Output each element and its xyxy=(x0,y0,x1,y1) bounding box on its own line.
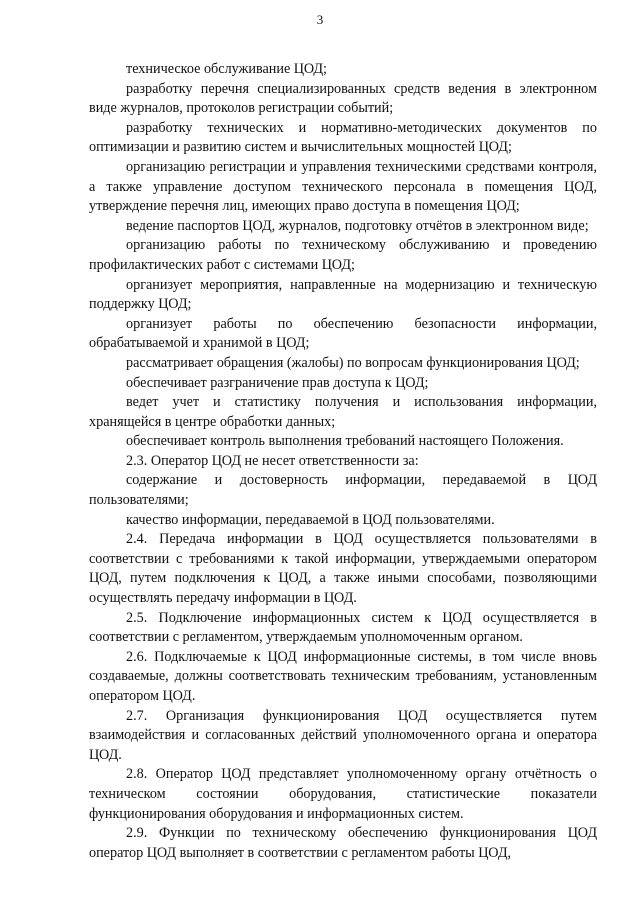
paragraph: разработку перечня специализированных средств ведения в электронном виде журналов, протоколов регистрации событий; xyxy=(89,80,597,117)
section-paragraph: 2.9. Функции по техническому обеспечению функционирования ЦОД оператор ЦОД выполняет в соответствии с регламентом работы ЦОД, xyxy=(89,825,597,861)
paragraph: обеспечивает разграничение прав доступа к ЦОД; xyxy=(126,374,429,391)
paragraph: организует мероприятия, направленные на модернизацию и техническую поддержку ЦОД; xyxy=(89,276,597,313)
paragraph: рассматривает обращения (жалобы) по вопросам функционирования ЦОД; xyxy=(126,354,580,371)
section-paragraph: 2.4. Передача информации в ЦОД осуществляется пользователями в соответствии с требованиями к такой информации, утверждаемыми оператором ЦОД, путем подключения к ЦОД, а также иными способами, позволяющими осуществлять передачу информации в ЦОД. xyxy=(89,531,597,607)
paragraph: организацию работы по техническому обслуживанию и проведению профилактических работ с системами ЦОД; xyxy=(89,237,597,273)
paragraph: разработку технических и нормативно-методических документов по оптимизации и развитию систем и вычислительных мощностей ЦОД; xyxy=(89,119,597,156)
paragraph: организует работы по обеспечению безопасности информации, обрабатываемой и хранимой в ЦОД; xyxy=(89,315,597,352)
document-body xyxy=(89,60,597,863)
section-paragraph: 2.5. Подключение информационных систем к ЦОД осуществляется в соответствии с регламентом, утверждаемым уполномоченным органом. xyxy=(89,609,597,646)
paragraph: организацию регистрации и управления техническими средствами контроля, а также управление доступом технического персонала в помещения ЦОД, утверждение перечня лиц, имеющих право доступа в помещения ЦОД; xyxy=(89,158,597,215)
section-paragraph: 2.6. Подключаемые к ЦОД информационные системы, в том числе вновь создаваемые, должны соответствовать техническим требованиям, установленным оператором ЦОД. xyxy=(89,648,597,704)
section-paragraph: 2.3. Оператор ЦОД не несет ответственности за: xyxy=(126,452,419,469)
paragraph: обеспечивает контроль выполнения требований настоящего Положения. xyxy=(126,433,564,450)
paragraph: качество информации, передаваемой в ЦОД пользователями. xyxy=(126,511,495,528)
section-paragraph: 2.7. Организация функционирования ЦОД осуществляется путем взаимодействия и согласованных действий уполномоченного органа и оператора ЦОД. xyxy=(89,707,597,763)
paragraph: ведет учет и статистику получения и использования информации, хранящейся в центре обработки данных; xyxy=(89,394,597,430)
page-number: 3 xyxy=(316,12,324,27)
section-paragraph: 2.8. Оператор ЦОД представляет уполномоченному органу отчётность о техническом состоянии оборудования, статистические показатели функционирования оборудования и информационных систем. xyxy=(89,766,597,822)
paragraph: ведение паспортов ЦОД, журналов, подготовку отчётов в электронном виде; xyxy=(126,217,589,234)
paragraph: техническое обслуживание ЦОД; xyxy=(126,61,327,77)
paragraph: содержание и достоверность информации, передаваемой в ЦОД пользователями; xyxy=(89,472,597,509)
